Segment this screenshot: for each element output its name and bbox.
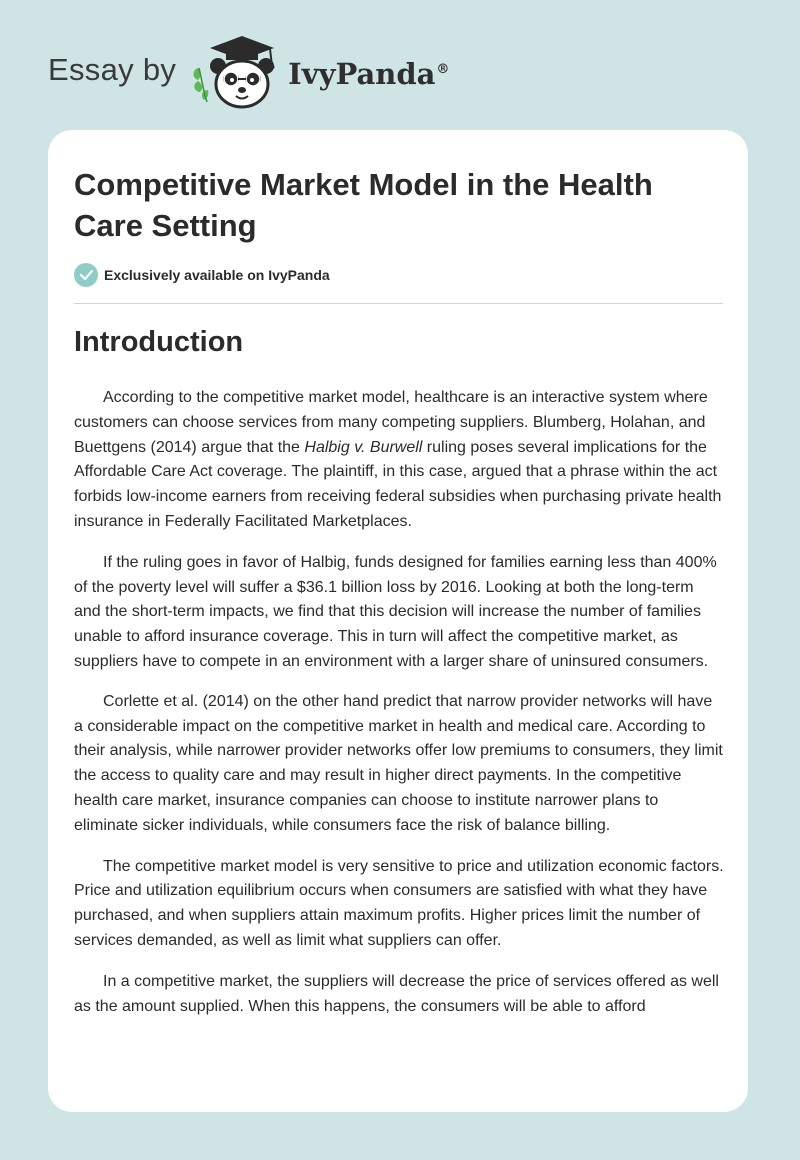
essay-body (74, 386, 724, 1035)
case-name: Halbig v. Burwell (304, 438, 423, 456)
paragraph: If the ruling goes in favor of Halbig, funds designed for families earning less than 400% of the poverty level will suffer a $36.1 billion loss by 2016. Looking at both the long-term and the short-term impacts, we find that this decision will increase the number of families unable to afford insurance coverage. This in turn will affect the competitive market, as suppliers have to compete in an environment with a larger share of uninsured consumers. (74, 553, 717, 670)
essay-card (48, 130, 748, 1112)
paragraph: According to the competitive market model, healthcare is an interactive system where customers can choose services from many competing suppliers. Blumberg, Holahan, and Buettgens (2014) argue that the Halbig v. Burwell ruling poses several implications for the Affordable Care Act coverage. The plaintiff, in this case, argued that a phrase within the act forbids low-income earners from receiving federal subsidies when purchasing private health insurance in Federally Facilitated Marketplaces. (74, 389, 722, 530)
essay-by-label: Essay by (48, 52, 177, 87)
divider (74, 303, 723, 304)
page-title: Competitive Market Model in the Health Care Setting (74, 167, 653, 243)
check-icon (74, 263, 98, 287)
paragraph: The competitive market model is very sensitive to price and utilization economic factors. Price and utilization equilibrium occurs when consumers are satisfied with what they have purchased, and when suppliers attain maximum profits. Higher prices limit the number of services demanded, as well as limit what suppliers can offer. (74, 857, 724, 949)
brand-name: IvyPanda® (288, 57, 450, 91)
panda-mascot-icon (190, 34, 282, 110)
ivypanda-logo[interactable] (190, 34, 449, 110)
section-heading: Introduction (74, 326, 244, 358)
site-header (48, 30, 449, 114)
exclusive-badge-label: Exclusively available on IvyPanda (104, 267, 330, 283)
exclusive-badge (74, 263, 330, 287)
paragraph: Corlette et al. (2014) on the other hand predict that narrow provider networks will have a considerable impact on the competitive market in health and medical care. According to their analysis, while narrower provider networks offer low premiums to consumers, they limit the access to quality care and may result in higher direct payments. In the competitive health care market, insurance companies can choose to institute narrower plans to eliminate sicker individuals, while consumers face the risk of balance billing. (74, 692, 723, 834)
paragraph: In a competitive market, the suppliers will decrease the price of services offered as well as the amount supplied. When this happens, the consumers will be able to afford (74, 972, 719, 1015)
